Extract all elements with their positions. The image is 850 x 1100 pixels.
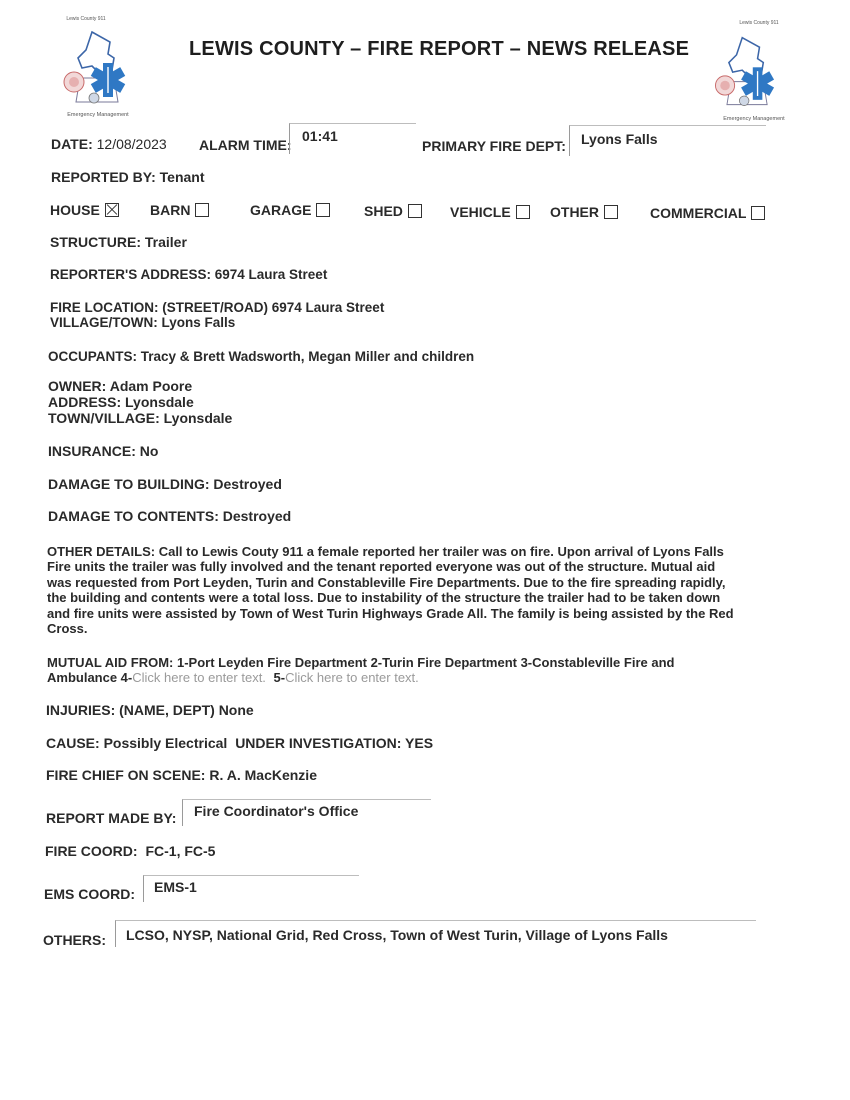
type-barn[interactable]: [150, 202, 209, 218]
fire-chief-value: R. A. MacKenzie: [209, 767, 317, 783]
ems-coord-field[interactable]: [143, 875, 359, 902]
injuries: [46, 702, 254, 718]
other-details-line: Cross.: [47, 621, 88, 637]
village-town-label: VILLAGE/TOWN:: [50, 315, 158, 330]
under-investigation-label: UNDER INVESTIGATION:: [235, 735, 402, 751]
structure: [50, 234, 187, 250]
mutual-aid-prefix-4: Ambulance 4-: [47, 670, 133, 686]
alarm-time-label: ALARM TIME:: [199, 137, 292, 153]
others-value: LCSO, NYSP, National Grid, Red Cross, Town of West Turin, Village of Lyons Falls: [126, 927, 668, 943]
owner-town: [48, 410, 232, 426]
type-other-label: OTHER: [550, 204, 599, 220]
other-details-line: was requested from Port Leyden, Turin and Constableville Fire Departments. Due to the fire spreading rapidly,: [47, 574, 726, 590]
logo-top-text: Lewis County 911: [66, 16, 106, 22]
reported-by: [51, 169, 205, 185]
mutual-aid: [47, 655, 792, 686]
type-vehicle[interactable]: [450, 204, 530, 220]
type-shed-label: SHED: [364, 203, 403, 219]
cause-label: CAUSE:: [46, 735, 100, 751]
other-details-line: the building and contents were a total loss. Due to instability of the structure the trailer had to be taken down: [47, 590, 721, 606]
mutual-aid-line-2: [47, 670, 792, 685]
fire-location-value: 6974 Laura Street: [271, 300, 385, 315]
fire-chief: [46, 767, 317, 783]
other-checkbox[interactable]: [604, 205, 618, 219]
commercial-checkbox[interactable]: [751, 206, 765, 220]
date-label: DATE:: [51, 136, 93, 152]
reported-by-label: REPORTED BY:: [51, 169, 156, 185]
county-logo-right: [704, 20, 792, 126]
insurance-label: INSURANCE:: [48, 443, 136, 459]
owner-town-value: Lyonsdale: [163, 410, 233, 426]
occupants: [48, 349, 474, 364]
logo-top-text: Lewis County 911: [739, 20, 779, 26]
cause-value: Possibly Electrical: [103, 735, 228, 751]
damage-building-label: DAMAGE TO BUILDING:: [48, 476, 210, 492]
type-garage-label: GARAGE: [250, 202, 312, 218]
type-house[interactable]: [50, 202, 119, 218]
cause: [46, 735, 433, 751]
type-house-label: HOUSE: [50, 202, 100, 218]
other-details-line: Fire units the trailer was fully involved and the tenant reported everyone was out of the structure. Mutual aid: [47, 559, 716, 575]
occupants-value: Tracy & Brett Wadsworth, Megan Miller and children: [140, 349, 475, 364]
primary-fire-dept-field[interactable]: [569, 125, 766, 156]
barn-checkbox[interactable]: [195, 203, 209, 217]
owner-address: [48, 394, 194, 410]
alarm-time-value: 01:41: [302, 128, 338, 144]
others-field[interactable]: [115, 920, 756, 947]
mutual-aid-line: MUTUAL AID FROM: 1-Port Leyden Fire Department 2-Turin Fire Department 3-Constableville Fire and: [47, 655, 675, 670]
reporter-address-label: REPORTER'S ADDRESS:: [50, 267, 211, 282]
primary-fire-dept-label: PRIMARY FIRE DEPT:: [422, 138, 566, 154]
report-made-by-value: Fire Coordinator's Office: [194, 803, 359, 819]
fire-location: [50, 300, 384, 315]
other-details-line: and fire units were assisted by Town of West Turin Highways Grade All. The family is being assisted by the Red: [47, 605, 734, 621]
fire-coord-value: FC-1, FC-5: [145, 843, 216, 859]
owner: [48, 378, 192, 394]
village-town-value: Lyons Falls: [161, 315, 236, 330]
structure-label: STRUCTURE:: [50, 234, 141, 250]
report-made-by-field[interactable]: [182, 799, 431, 826]
emergency-management-emblem-icon: [704, 28, 792, 120]
damage-to-contents: [48, 508, 291, 524]
other-details: [47, 544, 792, 636]
injuries-label: INJURIES: (NAME, DEPT): [46, 702, 215, 718]
mutual-aid-5-placeholder-field[interactable]: Click here to enter text.: [285, 670, 419, 686]
garage-checkbox[interactable]: [316, 203, 330, 217]
damage-contents-value: Destroyed: [222, 508, 292, 524]
report-made-by-label: REPORT MADE BY:: [46, 810, 177, 826]
mutual-aid-prefix-5: 5-: [273, 670, 286, 686]
emergency-management-emblem-icon: [52, 24, 144, 116]
village-town: [50, 315, 235, 330]
structure-value: Trailer: [144, 234, 187, 250]
mutual-aid-4-placeholder-field[interactable]: Click here to enter text.: [132, 670, 266, 686]
insurance: [48, 443, 158, 459]
logo-bottom-text: Emergency Management: [723, 116, 785, 122]
type-garage[interactable]: [250, 202, 330, 218]
ems-coord-value: EMS-1: [154, 879, 197, 895]
reported-by-value: Tenant: [159, 169, 205, 185]
occupants-label: OCCUPANTS:: [48, 349, 137, 364]
fire-coord-label: FIRE COORD:: [45, 843, 138, 859]
owner-address-label: ADDRESS:: [48, 394, 122, 410]
damage-building-value: Destroyed: [213, 476, 282, 492]
owner-town-label: TOWN/VILLAGE:: [48, 410, 160, 426]
owner-label: OWNER:: [48, 378, 107, 394]
type-other[interactable]: [550, 204, 618, 220]
fire-location-label: FIRE LOCATION: (STREET/ROAD): [50, 300, 268, 315]
under-investigation-value: YES: [405, 735, 434, 751]
type-commercial-label: COMMERCIAL: [650, 205, 747, 221]
primary-fire-dept-value: Lyons Falls: [581, 131, 658, 147]
alarm-time-field[interactable]: [289, 123, 416, 154]
logo-bottom-text: Emergency Management: [67, 112, 129, 118]
damage-contents-label: DAMAGE TO CONTENTS:: [48, 508, 219, 524]
type-vehicle-label: VEHICLE: [450, 204, 511, 220]
injuries-value: None: [218, 702, 254, 718]
shed-checkbox[interactable]: [408, 204, 422, 218]
reporter-address-value: 6974 Laura Street: [214, 267, 328, 282]
fire-coord: [45, 843, 215, 859]
vehicle-checkbox[interactable]: [516, 205, 530, 219]
owner-value: Adam Poore: [109, 378, 193, 394]
house-checkbox-checked[interactable]: [105, 203, 119, 217]
county-logo-left: [52, 16, 144, 120]
ems-coord-label: EMS COORD:: [44, 886, 135, 902]
others-label: OTHERS:: [43, 932, 106, 948]
damage-to-building: [48, 476, 282, 492]
type-barn-label: BARN: [150, 202, 191, 218]
owner-address-value: Lyonsdale: [125, 394, 194, 410]
insurance-value: No: [139, 443, 159, 459]
page-title: LEWIS COUNTY – FIRE REPORT – NEWS RELEASE: [189, 38, 690, 60]
fire-chief-label: FIRE CHIEF ON SCENE:: [46, 767, 206, 783]
reporter-address: [50, 267, 327, 282]
date-value: 12/08/2023: [96, 136, 167, 152]
type-commercial[interactable]: [650, 205, 765, 221]
other-details-line: OTHER DETAILS: Call to Lewis Couty 911 a female reported her trailer was on fire. Upon arrival of Lyons Falls: [47, 544, 724, 559]
date-field: [51, 136, 167, 152]
type-shed[interactable]: [364, 203, 422, 219]
